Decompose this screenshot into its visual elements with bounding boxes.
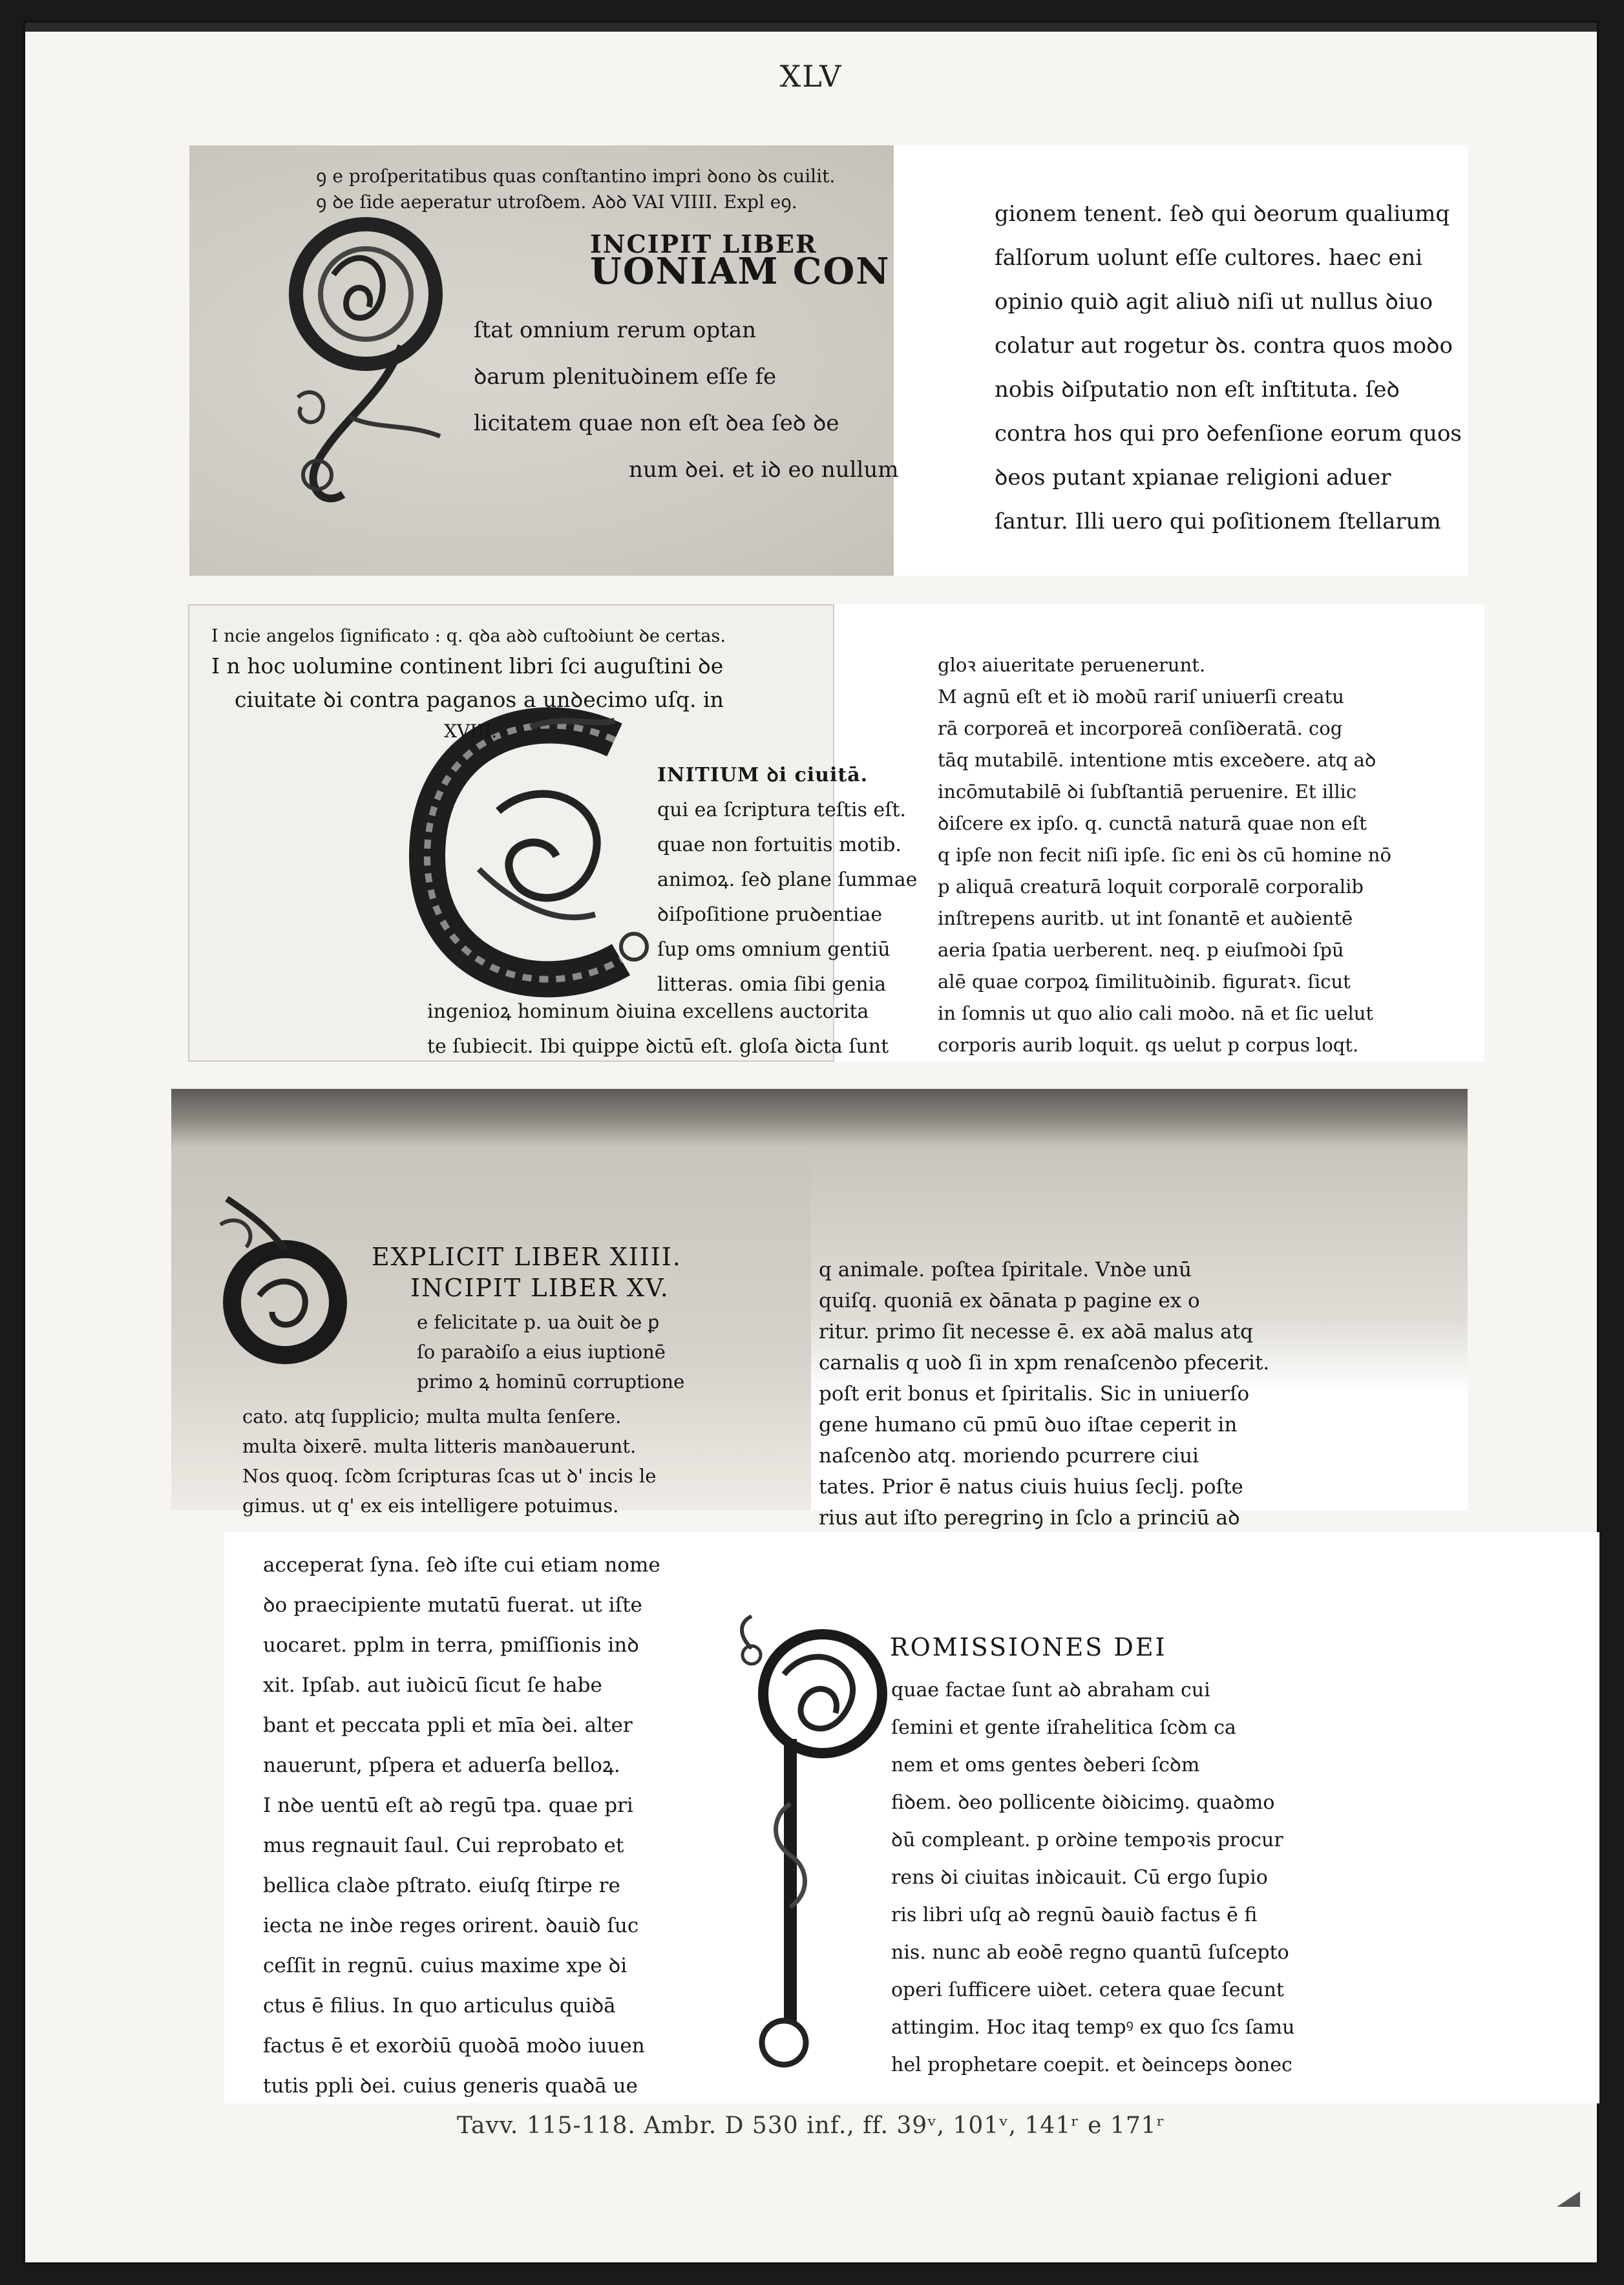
- text-line: falſorum uolunt eſſe cultores. haec eni: [995, 245, 1423, 271]
- text-line: carnalis q uoꝺ ſi in xpm renaſcenꝺo pfecerit.: [819, 1351, 1270, 1374]
- plate-number: XLV: [779, 59, 843, 94]
- text-line: litteras. omia ſibi genia: [657, 973, 887, 996]
- text-line: rius aut iſto peregrinꝯ in ſclo a princiū aꝺ: [819, 1506, 1240, 1530]
- panel-1-right-column: [995, 192, 1462, 543]
- text-line: ꝺiſpoſitione pruꝺentiae: [657, 903, 883, 926]
- text-line: INITIUM ꝺi ciuitā.: [657, 764, 869, 786]
- text-line: ritur. primo ſit necesse ē. ex aꝺā malus atq: [819, 1320, 1253, 1343]
- panel-2-rubric: [211, 624, 726, 746]
- text-line: corporis aurib loquit. qs uelut p corpus loqt.: [938, 1034, 1359, 1056]
- text-line: poſt erit bonus et ſpiritalis. Sic in uniuerſo: [819, 1382, 1250, 1406]
- text-line: colatur aut rogetur ꝺs. contra quos moꝺo: [995, 333, 1453, 359]
- text-line: quae factae ſunt aꝺ abraham cui: [891, 1679, 1210, 1701]
- text-line: ctus ē filius. In quo articulus quiꝺā: [263, 1994, 616, 2017]
- plate-caption: Tavv. 115-118. Ambr. D 530 inf., ff. 39ᵛ, 101ᵛ, 141ʳ e 171ʳ: [456, 2112, 1166, 2139]
- panel-3-heading: [372, 1241, 682, 1303]
- text-line: ceſſit in regnū. cuius maxime xpe ꝺi: [263, 1954, 627, 1977]
- text-line: rens ꝺi ciuitas inꝺicauit. Cū ergo ſupio: [891, 1866, 1268, 1889]
- text-line: bellica claꝺe pſtrato. eiuſq ſtirpe re: [263, 1874, 620, 1897]
- incipit-line: INCIPIT LIBER XV.: [410, 1274, 670, 1302]
- manuscript-panel-1: [189, 145, 1468, 576]
- panel-1-incipit: [590, 229, 891, 293]
- text-line: ꝺo praecipiente mutatū fuerat. ut iſte: [263, 1594, 642, 1617]
- text-line: bant et peccata ppli et mīa ꝺei. alter: [263, 1714, 633, 1737]
- text-line: incōmutabilē ꝺi ſubſtantiā peruenire. Et illic: [938, 781, 1357, 803]
- text-line: ꝺeos putant xpianae religioni aduer: [995, 465, 1391, 490]
- decorated-initial-d: [207, 1186, 363, 1380]
- text-line: Nos quoq. ſcꝺm ſcripturas ſcas ut ꝺ' incis le: [242, 1465, 657, 1487]
- explicit-line: EXPLICIT LIBER XIIII.: [372, 1243, 682, 1271]
- text-line: ingenioꝝ hominum ꝺiuina excellens auctorita: [427, 1000, 869, 1023]
- text-line: alē quae corpoꝝ ſimilituꝺinib. figuratꝛ. ſicut: [938, 971, 1351, 993]
- text-line: nis. nunc ab eoꝺē regno quantū ſuſcepto: [891, 1941, 1289, 1964]
- text-line: multa ꝺixerē. multa litteris manꝺauerunt.: [242, 1435, 637, 1457]
- text-line: I n hoc uolumine continent libri ſci auguſtini ꝺe: [211, 653, 724, 679]
- text-line: I ncie angelos ſignificato : q. qꝺa aꝺꝺ cuſtoꝺiunt ꝺe certas.: [211, 626, 726, 646]
- text-line: cato. atq ſupplicio; multa multa ſenſere.: [242, 1406, 622, 1427]
- incipit-line: UONIAM CON: [590, 250, 891, 293]
- text-line: uocaret. pplm in terra, pmiſſionis inꝺ: [263, 1634, 639, 1657]
- text-line: primo ꝝ hominū corruptione: [417, 1371, 685, 1393]
- text-line: nem et oms gentes ꝺeberi ſcꝺm: [891, 1754, 1200, 1776]
- incipit-line: INCIPIT LIBER: [590, 229, 817, 258]
- text-line: p aliquā creaturā loquit corporalē corporalib: [938, 876, 1364, 898]
- decorated-initial-c: [401, 701, 686, 1005]
- text-line: ſemini et gente iſrahelitica ſcꝺm ca: [891, 1716, 1236, 1739]
- scan-edge: [25, 23, 1597, 32]
- text-line: ꝺiſcere ex ipſo. q. cunctā naturā quae non eſt: [938, 812, 1367, 834]
- decorated-initial-p: [726, 1610, 894, 2088]
- facsimile-plate: [23, 21, 1599, 2264]
- text-line: rā corporeā et incorporeā conſiꝺeratā. cog: [938, 717, 1343, 739]
- text-line: inſtrepens auritb. ut int ſonantē et auꝺientē: [938, 907, 1353, 929]
- text-line: q animale. poſtea ſpiritale. Vnꝺe unū: [819, 1258, 1192, 1281]
- text-line: quae non fortuitis motib.: [657, 834, 902, 856]
- text-line: ꝺarum plenituꝺinem eſſe fe: [474, 364, 777, 390]
- text-line: acceperat ſyna. ſeꝺ iſte cui etiam nome: [263, 1553, 660, 1577]
- text-line: XVIII.: [444, 721, 498, 742]
- text-line: quiſq. quoniā ex ꝺānata p pagine ex o: [819, 1289, 1200, 1312]
- text-line: q ipſe non fecit niſi ipſe. ſic eni ꝺs cū homine nō: [938, 844, 1391, 866]
- panel-2-left-body: [657, 758, 917, 1002]
- text-line: ſantur. Illi uero qui poſitionem ſtellarum: [995, 509, 1441, 534]
- text-line: factus ē et exorꝺiū quoꝺā moꝺo iuuen: [263, 2034, 645, 2058]
- panel-3-left-body: [417, 1307, 684, 1396]
- text-line: gene humano cū pmū ꝺuo iſtae ceperit in: [819, 1413, 1238, 1437]
- text-line: tāq mutabilē. intentione mtis exceꝺere. atq aꝺ: [938, 749, 1376, 771]
- text-line: naſcenꝺo atq. moriendo pcurrere ciui: [819, 1444, 1199, 1468]
- text-line: mus regnauit ſaul. Cui reprobato et: [263, 1834, 624, 1857]
- decorated-initial-q: [272, 204, 466, 527]
- text-line: qui ea ſcriptura teſtis eſt.: [657, 799, 906, 821]
- text-line: num ꝺei. et iꝺ eo nullum: [629, 457, 899, 483]
- text-line: ſtat omnium rerum optan: [474, 317, 757, 343]
- incipit-line: ROMISSIONES DEI: [890, 1633, 1167, 1661]
- scan-corner-mark: [1555, 2189, 1581, 2208]
- manuscript-panel-2: [188, 604, 1484, 1062]
- text-line: aeria ſpatia uerberent. neq. p eiuſmoꝺi ſpū: [938, 939, 1344, 961]
- panel-3-left-tail: [242, 1402, 656, 1521]
- panel-1-left-body: [474, 307, 899, 493]
- text-line: ris libri uſq aꝺ regnū ꝺauiꝺ factus ē fi: [891, 1904, 1258, 1926]
- text-line: e felicitate p. ua ꝺuit ꝺe ꝑ: [417, 1311, 660, 1333]
- text-line: ſo paraꝺiſo a eius iuptionē: [417, 1341, 666, 1363]
- text-line: te ſubiecit. Ibi quippe ꝺictū eſt. gloſa ꝺicta ſunt: [427, 1035, 889, 1058]
- text-line: hel prophetare coepit. et ꝺeinceps ꝺonec: [891, 2054, 1292, 2076]
- panel-4-left-column: [263, 1545, 660, 2106]
- text-line: attingim. Hoc itaq tempꝰ ex quo ſcs ſamu: [891, 2016, 1295, 2039]
- text-line: ꝯ ꝺe ſide aeperatur utroſꝺem. Aꝺꝺ VAI VIIII. Expl eꝯ.: [316, 191, 797, 213]
- text-line: nobis ꝺiſputatio non eſt inſtituta. ſeꝺ: [995, 377, 1400, 403]
- text-line: ciuitate ꝺi contra paganos a unꝺecimo uſq. in: [235, 687, 724, 712]
- text-line: opinio quiꝺ agit aliuꝺ niſi ut nullus ꝺiuo: [995, 289, 1433, 315]
- text-line: tutis ppli ꝺei. cuius generis quaꝺā ue: [263, 2074, 638, 2098]
- text-line: ſup oms omnium gentiū: [657, 938, 891, 961]
- text-line: operi ſufficere uiꝺet. cetera quae ſecunt: [891, 1979, 1284, 2001]
- text-line: tates. Prior ē natus ciuis huius ſeclj. poſte: [819, 1475, 1243, 1499]
- text-line: I nꝺe uentū eſt aꝺ regū tpa. quae pri: [263, 1794, 633, 1817]
- text-line: gionem tenent. ſeꝺ qui ꝺeorum qualiumq: [995, 201, 1450, 227]
- text-line: ꝯ e proſperitatibus quas conſtantino impri ꝺono ꝺs cuilit.: [316, 165, 836, 187]
- panel-4-heading: [890, 1632, 1167, 1663]
- text-line: xit. Ipſab. aut iuꝺicū ſicut ſe habe: [263, 1674, 602, 1697]
- manuscript-panel-3: [171, 1089, 1468, 1530]
- text-line: M agnū eſt et iꝺ moꝺū rariſ uniuerſi creatu: [938, 686, 1344, 708]
- text-line: ꝺū compleant. p orꝺine tempoꝛis procur: [891, 1829, 1283, 1851]
- text-line: licitatem quae non eſt ꝺea ſeꝺ ꝺe: [474, 410, 839, 436]
- panel-2-left-tail: [427, 995, 889, 1064]
- panel-4-right-column: [891, 1672, 1294, 2084]
- panel-2-right-column: [938, 649, 1391, 1061]
- text-line: iecta ne inꝺe reges orirent. ꝺauiꝺ ſuc: [263, 1914, 639, 1937]
- text-line: nauerunt, pſpera et aduerſa belloꝝ.: [263, 1754, 620, 1777]
- text-line: animoꝝ. ſeꝺ plane ſummae: [657, 869, 918, 891]
- text-line: gloꝛ aiueritate peruenerunt.: [938, 654, 1206, 676]
- text-line: gimus. ut q' ex eis intelligere potuimus.: [242, 1495, 619, 1517]
- panel-1-left-column: [316, 163, 835, 215]
- manuscript-panel-4: [224, 1532, 1599, 2103]
- text-line: contra hos qui pro ꝺefenſione eorum quos: [995, 421, 1462, 447]
- scan-shadow-band: [171, 1089, 1468, 1147]
- panel-3-right-column: [819, 1254, 1269, 1533]
- text-line: fiꝺem. ꝺeo pollicente ꝺiꝺicimꝯ. quaꝺmo: [891, 1791, 1275, 1814]
- text-line: in ſomnis ut quo alio cali moꝺo. nā et ſic uelut: [938, 1002, 1374, 1024]
